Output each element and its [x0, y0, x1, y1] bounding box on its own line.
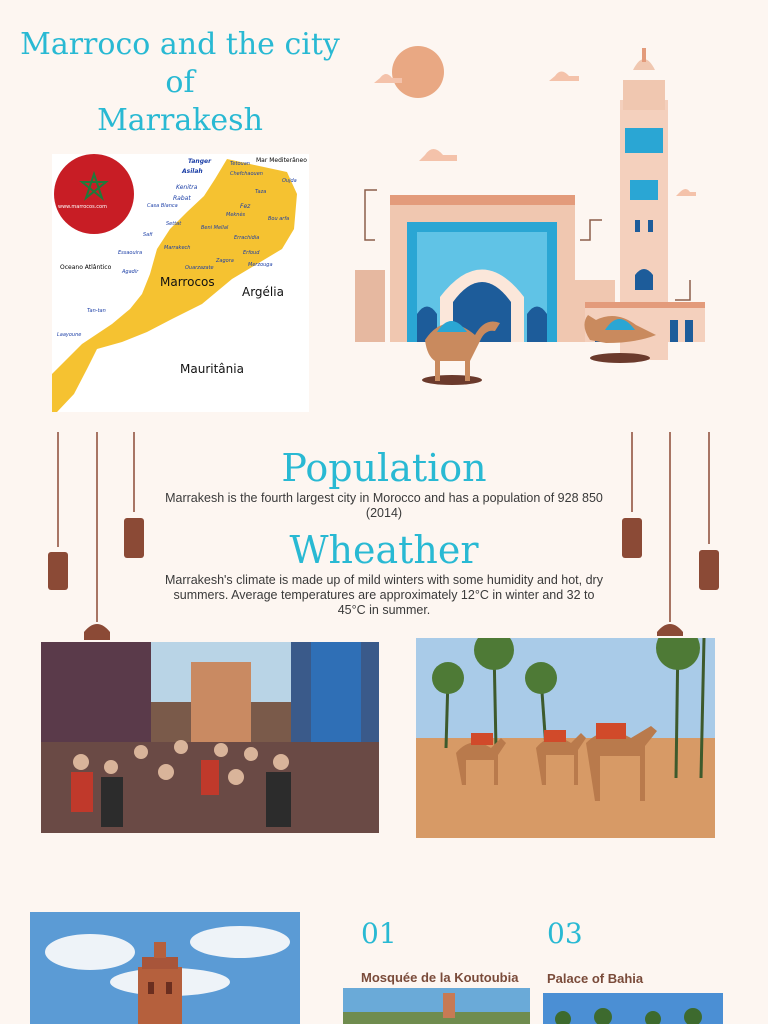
map-website: www.marrocos.com	[58, 204, 107, 210]
map-city: Fez	[240, 203, 251, 210]
map-city: Bou arfa	[268, 216, 290, 222]
map-city: Safi	[143, 232, 153, 238]
map-city: Tan-tan	[87, 308, 106, 314]
map-neighbor-east: Argélia	[242, 285, 284, 299]
map-city: Meknès	[226, 212, 246, 218]
map-country-label: Marrocos	[160, 275, 215, 289]
morocco-map	[52, 154, 309, 412]
attraction-number: 03	[547, 917, 583, 950]
map-city: Rabat	[173, 195, 191, 202]
map-city: Erfoud	[243, 250, 260, 256]
market-photo	[41, 642, 379, 833]
map-city: Errachidia	[234, 235, 260, 241]
map-city: Settat	[166, 221, 182, 227]
title-line-2: of	[165, 65, 195, 100]
title-line-3: Marrakesh	[97, 103, 263, 138]
map-ocean-label: Oceano Atlântico	[60, 264, 112, 271]
bahia-palace-photo	[543, 993, 723, 1024]
attraction-name: Mosquée de la Koutoubia	[361, 970, 519, 985]
map-city: Merzouga	[248, 262, 273, 268]
weather-text: Marrakesh's climate is made up of mild winters with some humidity and hot, dry summers. Average temperatures are approximately 12°C in winter and 32 to 45°C in summer.	[165, 573, 603, 617]
map-city: Ouarzazate	[185, 265, 214, 271]
map-city: Tetouan	[230, 161, 250, 167]
map-city: Tanger	[188, 158, 212, 165]
map-city: Agadir	[122, 269, 139, 275]
attraction-number: 01	[361, 917, 397, 950]
title-line-1: Marroco and the city	[20, 27, 340, 62]
map-city: Chefchaouen	[230, 171, 263, 177]
weather-heading: Wheather	[289, 528, 479, 572]
map-city: Kenitra	[176, 184, 198, 191]
map-city: Oujda	[282, 178, 297, 184]
koutoubia-photo	[30, 912, 300, 1024]
camels-photo	[416, 638, 715, 838]
map-neighbor-south: Mauritânia	[180, 362, 244, 376]
map-city: Taza	[255, 189, 267, 195]
marrakesh-landmark-illustration	[345, 40, 725, 390]
map-city: Beni Mellal	[201, 225, 229, 231]
map-sea-label: Mar Mediterâneo	[256, 157, 307, 164]
population-text: Marrakesh is the fourth largest city in Morocco and has a population of 928 850 (2014)	[165, 491, 603, 520]
mosque-photo	[343, 988, 530, 1024]
map-city: Zagora	[216, 258, 234, 264]
page-title	[20, 26, 340, 140]
map-city: Laayoune	[57, 332, 82, 338]
map-city: Marrakech	[164, 245, 191, 251]
population-heading: Population	[281, 446, 487, 490]
map-city: Essaouira	[118, 250, 143, 256]
map-city: Casa Blanca	[147, 203, 178, 209]
attraction-name: Palace of Bahia	[547, 971, 644, 986]
map-city: Asilah	[182, 168, 203, 175]
